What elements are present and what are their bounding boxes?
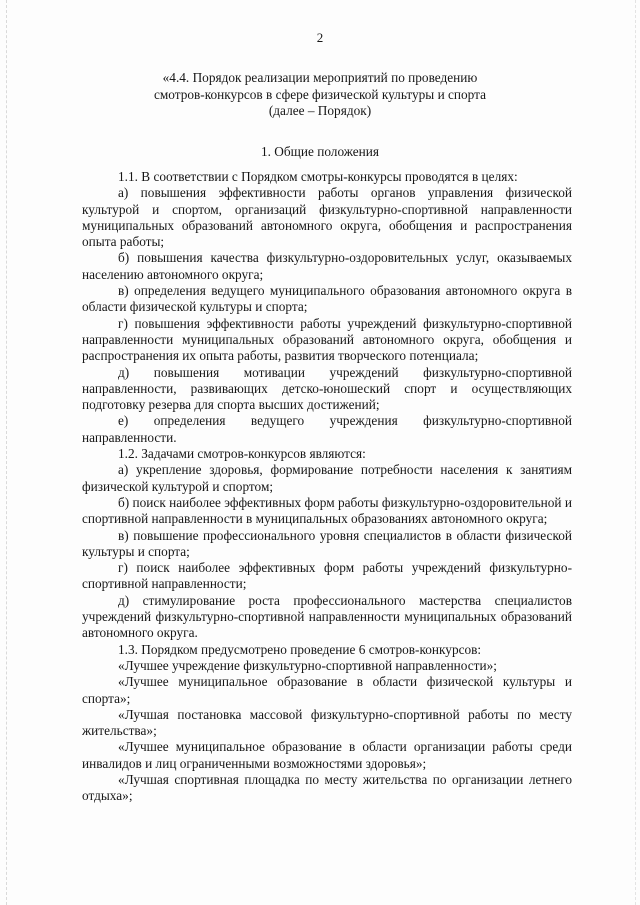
scan-edge-left [6, 0, 9, 905]
document-body [82, 169, 572, 805]
paragraph: д) повышения мотивации учреждений физкультурно-спортивной направленности, развивающих детско-юношеский спорт и осуществляющих подготовку резерва для спорта высших достижений; [82, 364, 572, 413]
title-line: смотров-конкурсов в сфере физической культуры и спорта [153, 86, 487, 102]
paragraph: «Лучшая постановка массовой физкультурно-спортивной работы по месту жительства»; [82, 706, 572, 739]
paragraph: в) определения ведущего муниципального образования автономного округа в области физической культуры и спорта; [82, 283, 572, 315]
paragraph: «Лучшее муниципальное образование в области организации работы среди инвалидов и лиц ограниченными возможностями здоровья»; [82, 739, 572, 771]
paragraph: «Лучшее учреждение физкультурно-спортивной направленности»; [118, 657, 497, 673]
paragraph: е) определения ведущего учреждения физкультурно-спортивной направленности. [82, 413, 572, 445]
paragraph: 1.2. Задачами смотров-конкурсов являются: [118, 446, 366, 462]
section-heading: 1. Общие положения [260, 144, 380, 159]
page-number: 2 [316, 30, 324, 45]
paragraph: «Лучшая спортивная площадка по месту жительства по организации летнего отдыха»; [82, 771, 572, 804]
paragraph: г) повышения эффективности работы учреждений физкультурно-спортивной направленности муниципальных образований автономного округа, обобщения и распространения их опыта работы, развития творческого потенциала; [82, 315, 572, 364]
paragraph: г) поиск наиболее эффективных форм работы учреждений физкультурно-спортивной направленности; [82, 560, 572, 592]
paragraph: 1.1. В соответствии с Порядком смотры-конкурсы проводятся в целях: [118, 169, 518, 184]
paragraph: д) стимулирование роста профессионального мастерства специалистов учреждений физкультурно-спортивной направленности муниципальных образований автономного округа. [82, 592, 572, 641]
paragraph: в) повышение профессионального уровня специалистов в области физической культуры и спорта; [82, 527, 572, 559]
paragraph: а) повышения эффективности работы органов управления физической культурой и спортом, организаций физкультурно-спортивной направленности муниципальных образований автономного округа, обобщения и распространения опыта работы; [82, 185, 572, 250]
document-title [0, 70, 640, 120]
paragraph: а) укрепление здоровья, формирование потребности населения к занятиям физической культурой и спортом; [82, 462, 572, 494]
paragraph: «Лучшее муниципальное образование в области физической культуры и спорта»; [82, 674, 572, 706]
paragraph: 1.3. Порядком предусмотрено проведение 6 смотров-конкурсов: [118, 641, 482, 657]
paragraph: б) поиск наиболее эффективных форм работы физкультурно-оздоровительной и спортивной направленности в муниципальных образованиях автономного округа; [82, 494, 572, 527]
title-line: (далее – Порядок) [268, 103, 372, 119]
paragraph: б) повышения качества физкультурно-оздоровительных услуг, оказываемых населению автономного округа; [82, 250, 572, 282]
scan-edge-right [633, 0, 636, 905]
title-line: «4.4. Порядок реализации мероприятий по проведению [162, 70, 478, 85]
